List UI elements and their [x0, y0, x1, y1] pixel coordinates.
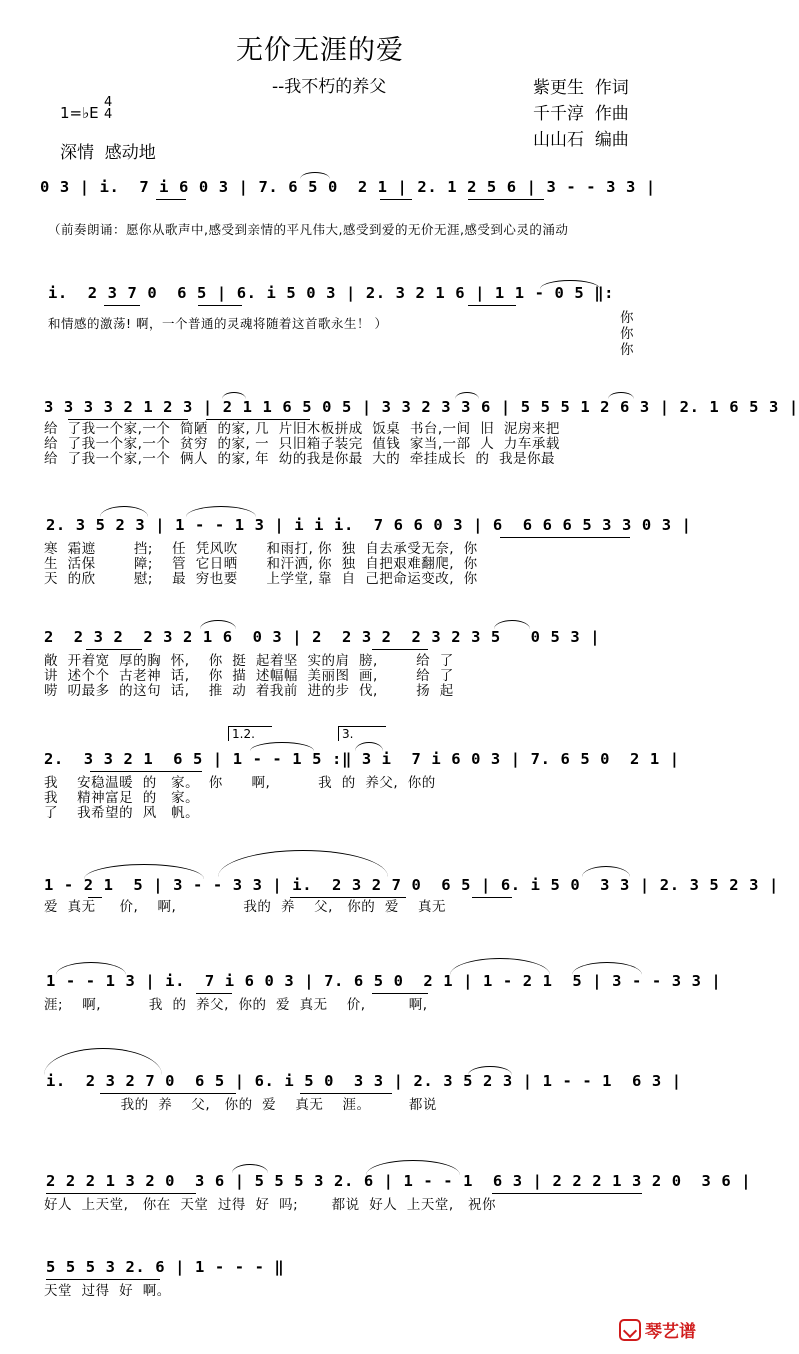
underline-mark: [86, 649, 142, 650]
notation-line-5: 2 2 3 2 2 3 2 1 6 0 3 | 2 2 3 2 2 3 2 3 5 0 5 3 |: [44, 628, 601, 646]
tie-arc: [84, 864, 204, 879]
tie-arc: [572, 962, 642, 975]
underline-mark: [90, 771, 202, 772]
tie-arc: [218, 850, 388, 877]
tie-arc: [540, 280, 600, 289]
underline-mark: [88, 897, 102, 898]
lyric-line-6-2: 我 精神富足 的 家。: [44, 790, 200, 806]
notation-line-9: i. 2 3 2 7 0 6 5 | 6. i 5 0 3 3 | 2. 3 5 2 3 | 1 - - 1 6 3 |: [46, 1072, 682, 1090]
underline-mark: [468, 305, 516, 306]
underline-mark: [206, 419, 310, 420]
lyric-line-2-1: 和情感的激荡! 啊，一个普通的灵魂将随着这首歌永生！ ）: [48, 316, 388, 331]
lyric-line-3-3: 给 了我一个家,一个 俩人 的家, 年 幼的我是你最 大的 牵挂成长 的 我是你最: [44, 451, 556, 467]
underline-mark: [380, 199, 412, 200]
tie-arc: [200, 620, 236, 629]
lyric-line-10-1: 好人 上天堂, 你在 天堂 过得 好 吗; 都说 好人 上天堂, 祝你: [44, 1197, 496, 1213]
tie-arc: [186, 506, 256, 517]
underline-mark: [500, 537, 630, 538]
notation-line-11: 5 5 5 3 2. 6 | 1 - - - ‖: [46, 1258, 285, 1276]
lyric-line-5-3: 唠 叨最多 的这句 话, 推 动 着我前 进的步 伐, 扬 起: [44, 683, 454, 699]
underline-mark: [472, 897, 512, 898]
song-subtitle: --我不朽的养父: [272, 77, 387, 97]
notation-line-2: i. 2 3 7 0 6 5 | 6. i 5 0 3 | 2. 3 2 1 6 | 1 1 - 0 5 ‖:: [48, 284, 615, 302]
side-lyric: 你 你 你: [620, 310, 634, 358]
time-bottom: 4: [104, 107, 113, 122]
brand-logo: [619, 1317, 696, 1342]
tie-arc: [582, 866, 630, 877]
underline-mark: [46, 1279, 160, 1280]
underline-mark: [68, 419, 188, 420]
lyric-line-4-1: 寒 霜遮 挡; 任 凭风吹 和雨打, 你 独 自去承受无奈, 你: [44, 541, 478, 557]
tie-arc: [494, 620, 530, 629]
tie-arc: [250, 742, 314, 751]
tie-arc: [468, 1066, 512, 1075]
tie-arc: [355, 742, 383, 751]
lyric-line-8-1: 涯; 啊, 我 的 养父, 你的 爱 真无 价, 啊,: [44, 997, 428, 1013]
lyric-line-11-1: 天堂 过得 好 啊。: [44, 1283, 171, 1299]
credit-arranger: 山山石 编曲: [533, 130, 629, 150]
lyric-line-9-1: 我的 养 父, 你的 爱 真无 涯。 都说: [44, 1097, 437, 1113]
underline-mark: [492, 1193, 642, 1194]
piano-logo-icon: [619, 1319, 641, 1341]
notation-line-3: 3 3 3 3 2 1 2 3 | 2 1 1 6 5 0 5 | 3 3 2 3 3 6 | 5 5 5 1 2 6 3 | 2. 1 6 5 3 |: [44, 398, 799, 416]
notation-line-7: 1 - 2 1 5 | 3 - - 3 3 | i. 2 3 2 7 0 6 5 | 6. i 5 0 3 3 | 2. 3 5 2 3 |: [44, 876, 779, 894]
tie-arc: [608, 392, 634, 399]
brand-name: 琴艺谱: [645, 1322, 696, 1342]
time-signature: [104, 97, 112, 121]
underline-mark: [290, 897, 406, 898]
tie-arc: [100, 506, 148, 517]
underline-mark: [100, 1093, 236, 1094]
underline-mark: [300, 1093, 392, 1094]
underline-mark: [468, 199, 544, 200]
lyric-line-1-1: （前奏朗诵：愿你从歌声中,感受到亲情的平凡伟大,感受到爱的无价无涯,感受到心灵的涌动: [48, 222, 569, 237]
volta-bracket-1: 1.2.: [228, 726, 272, 741]
underline-mark: [198, 305, 242, 306]
tie-arc: [222, 392, 246, 399]
tie-arc: [232, 1164, 268, 1173]
credit-lyricist: 紫更生 作词: [533, 78, 629, 98]
lyric-line-6-1: 我 安稳温暖 的 家。 你 啊, 我 的 养父, 你的: [44, 775, 436, 791]
lyric-line-3-1: 给 了我一个家,一个 简陋 的家, 几 片旧木板拼成 饭桌 书台,一间 旧 泥房来把: [44, 421, 560, 437]
tie-arc: [300, 172, 330, 179]
underline-mark: [372, 993, 428, 994]
tie-arc: [366, 1160, 460, 1175]
tie-arc: [455, 392, 479, 399]
song-title: 无价无涯的爱: [236, 35, 404, 66]
underline-mark: [104, 305, 140, 306]
lyric-line-4-2: 生 活保 障; 管 它日晒 和汗洒, 你 独 自把艰难翻爬, 你: [44, 556, 478, 572]
underline-mark: [372, 649, 428, 650]
lyric-line-5-1: 敞 开着宽 厚的胸 怀, 你 挺 起着坚 实的肩 膀, 给 了: [44, 653, 454, 669]
lyric-line-3-2: 给 了我一个家,一个 贫穷 的家, 一 只旧箱子装完 值钱 家当,一部 人 力车承载: [44, 436, 560, 452]
notation-line-8: 1 - - 1 3 | i. 7 i 6 0 3 | 7. 6 5 0 2 1 | 1 - 2 1 5 | 3 - - 3 3 |: [46, 972, 722, 990]
underline-mark: [156, 199, 186, 200]
tie-arc: [56, 962, 126, 975]
lyric-line-5-2: 讲 述个个 古老神 话, 你 描 述幅幅 美丽图 画, 给 了: [44, 668, 454, 684]
key-signature: 1=♭E: [60, 104, 99, 122]
notation-line-10: 2 2 2 1 3 2 0 3 6 | 5 5 5 3 2. 6 | 1 - - 1 6 3 | 2 2 2 1 3 2 0 3 6 |: [46, 1172, 752, 1190]
tempo-marking: 深情 感动地: [60, 143, 156, 163]
notation-line-4: 2. 3 5 2 3 | 1 - - 1 3 | i i i. 7 6 6 0 3 | 6 6 6 6 5 3 3 0 3 |: [46, 516, 692, 534]
time-top: 4: [104, 95, 113, 110]
lyric-line-7-1: 爱 真无 价, 啊, 我的 养 父, 你的 爱 真无: [44, 899, 447, 915]
credit-composer: 千千淳 作曲: [533, 104, 629, 124]
volta-bracket-2: 3.: [338, 726, 386, 741]
underline-mark: [196, 993, 232, 994]
lyric-line-6-3: 了 我希望的 风 帆。: [44, 805, 200, 821]
lyric-line-4-3: 天 的欣 慰; 最 穷也要 上学堂, 靠 自 己把命运变改, 你: [44, 571, 478, 587]
tie-arc: [450, 958, 550, 975]
notation-line-6: 2. 3 3 2 1 6 5 | 1 - - 1 5 :‖ 3 i 7 i 6 0 3 | 7. 6 5 0 2 1 |: [44, 750, 680, 768]
notation-line-1: 0 3 | i. 7 i 6 0 3 | 7. 6 5 0 2 1 | 2. 1 2 5 6 | 3 - - 3 3 |: [40, 178, 656, 196]
underline-mark: [46, 1193, 196, 1194]
tie-arc: [44, 1048, 162, 1075]
